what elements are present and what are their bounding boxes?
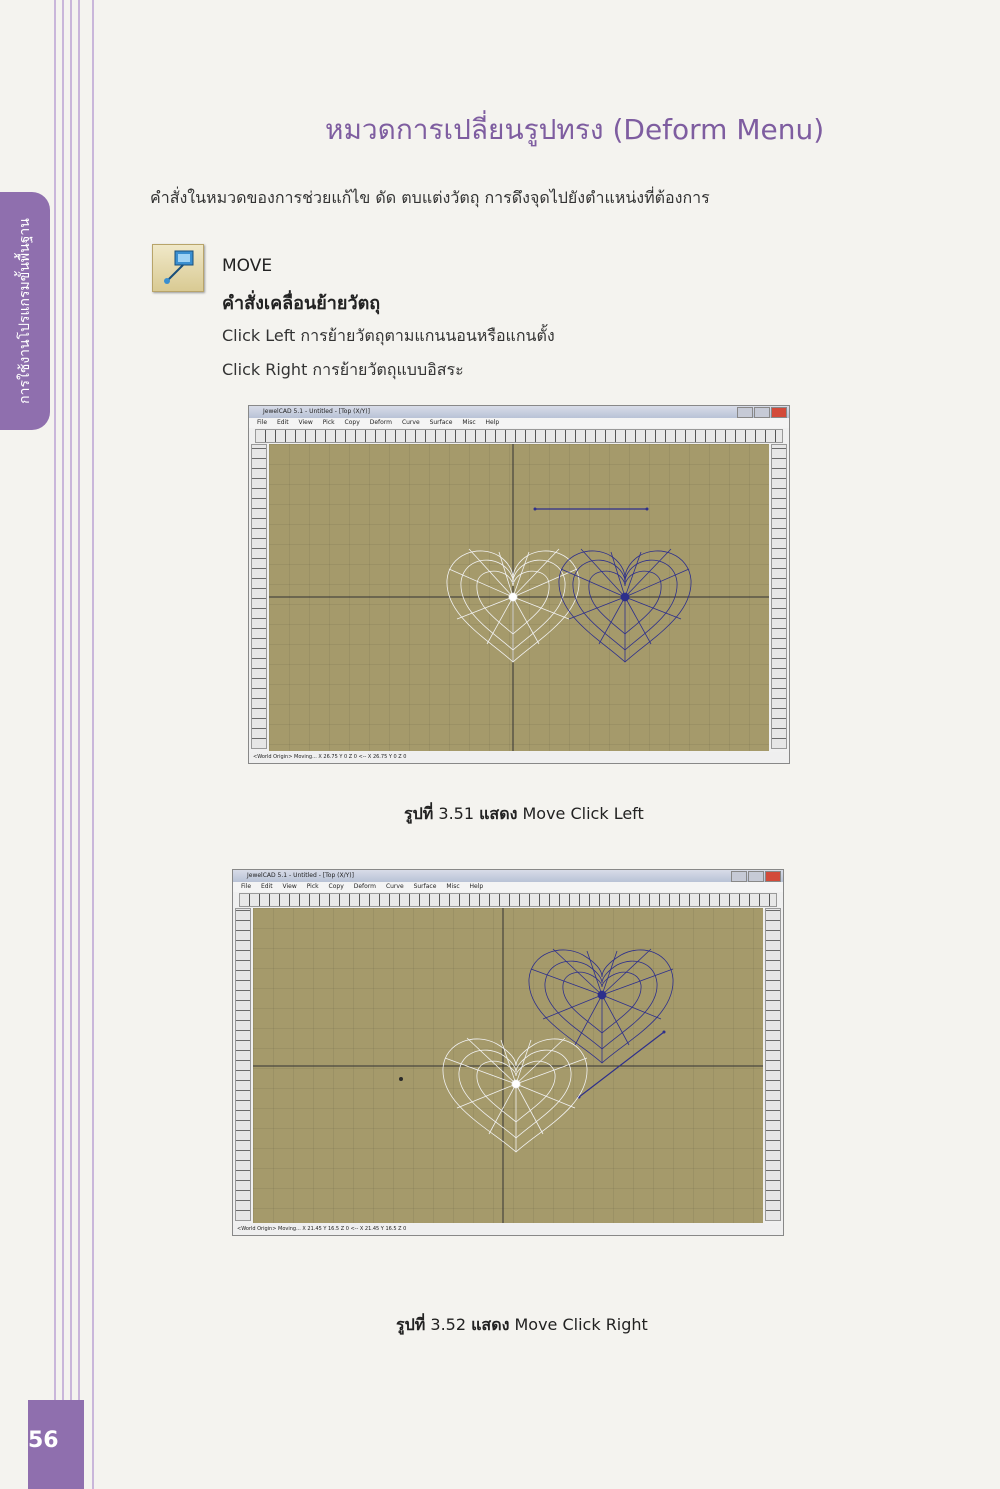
figure-caption-1 (404, 802, 644, 827)
menu-misc: Misc (462, 419, 476, 426)
minimize-icon (737, 407, 753, 418)
left-toolbar (251, 444, 267, 749)
margin-line (70, 0, 72, 1489)
intro-text: คำสั่งในหมวดของการช่วยแก้ไข ดัด ตบแต่งวัตถุ การดึงจุดไปยังตำแหน่งที่ต้องการ (150, 188, 710, 207)
right-toolbar (771, 444, 787, 749)
menu-bar (249, 418, 789, 428)
menu-file: File (241, 883, 252, 890)
margin-line (78, 0, 80, 1489)
maximize-icon (754, 407, 770, 418)
heart-moved (529, 949, 673, 1063)
minimize-icon (731, 871, 747, 882)
menu-help: Help (485, 419, 500, 426)
chapter-tab-label: การใช้งานโปรแกรมขั้นพื้นฐาน (17, 218, 33, 404)
menu-copy: Copy (328, 883, 344, 890)
menu-surface: Surface (429, 419, 453, 426)
margin-line (54, 0, 56, 1489)
caption-number: 3.52 (430, 1315, 467, 1334)
margin-line (62, 0, 64, 1489)
window-controls (737, 407, 787, 418)
right-toolbar (765, 908, 781, 1221)
move-tool-icon (152, 244, 204, 292)
left-toolbar (235, 908, 251, 1221)
menu-curve: Curve (401, 419, 420, 426)
jewelcad-screenshot-2 (232, 869, 784, 1236)
window-titlebar: JewelCAD 5.1 - Untitled - [Top (X/Y)] (249, 406, 789, 418)
caption-prefix: รูปที่ (396, 1315, 426, 1334)
menu-file: File (257, 419, 268, 426)
menu-curve: Curve (385, 883, 404, 890)
jewelcad-screenshot-1 (248, 405, 790, 764)
caption-text: Move Click Left (522, 804, 644, 823)
click-right-description: Click Right การย้ายวัตถุแบบอิสระ (222, 360, 464, 379)
close-icon (765, 871, 781, 882)
maximize-icon (748, 871, 764, 882)
menu-edit: Edit (260, 883, 273, 890)
menu-help: Help (469, 883, 484, 890)
menu-view: View (282, 883, 297, 890)
menu-misc: Misc (446, 883, 460, 890)
page-number: 56 (28, 1428, 59, 1453)
window-titlebar: JewelCAD 5.1 - Untitled - [Top (X/Y)] (233, 870, 783, 882)
menu-edit: Edit (276, 419, 289, 426)
move-title-thai: คำสั่งเคลื่อนย้ายวัตถุ (222, 293, 381, 314)
window-controls (731, 871, 781, 882)
caption-mid: แสดง (471, 1315, 510, 1334)
viewport-canvas (269, 444, 769, 751)
menu-deform: Deform (369, 419, 393, 426)
caption-number: 3.51 (438, 804, 475, 823)
move-title: MOVE (222, 256, 273, 276)
menu-pick: Pick (322, 419, 335, 426)
viewport-canvas (253, 908, 763, 1223)
caption-text: Move Click Right (514, 1315, 648, 1334)
caption-prefix: รูปที่ (404, 804, 434, 823)
close-icon (771, 407, 787, 418)
margin-line (92, 0, 94, 1489)
status-bar: <World Origin> Moving... X 21.45 Y 16.5 Z 0 <-- X 21.45 Y 16.5 Z 0 (233, 1224, 783, 1235)
menu-pick: Pick (306, 883, 319, 890)
caption-mid: แสดง (479, 804, 518, 823)
menu-surface: Surface (413, 883, 437, 890)
menu-deform: Deform (353, 883, 377, 890)
section-title: หมวดการเปลี่ยนรูปทรง (Deform Menu) (325, 113, 825, 146)
status-bar: <World Origin> Moving... X 26.75 Y 0 Z 0 <-- X 26.75 Y 0 Z 0 (249, 752, 789, 763)
figure-caption-2 (396, 1313, 648, 1338)
top-toolbar (255, 429, 783, 443)
click-left-description: Click Left การย้ายวัตถุตามแกนนอนหรือแกนตั้ง (222, 326, 555, 345)
menu-copy: Copy (344, 419, 360, 426)
heart-moved (559, 549, 691, 662)
heart-original (443, 1038, 587, 1152)
menu-bar (233, 882, 783, 892)
top-toolbar (239, 893, 777, 907)
menu-view: View (298, 419, 313, 426)
